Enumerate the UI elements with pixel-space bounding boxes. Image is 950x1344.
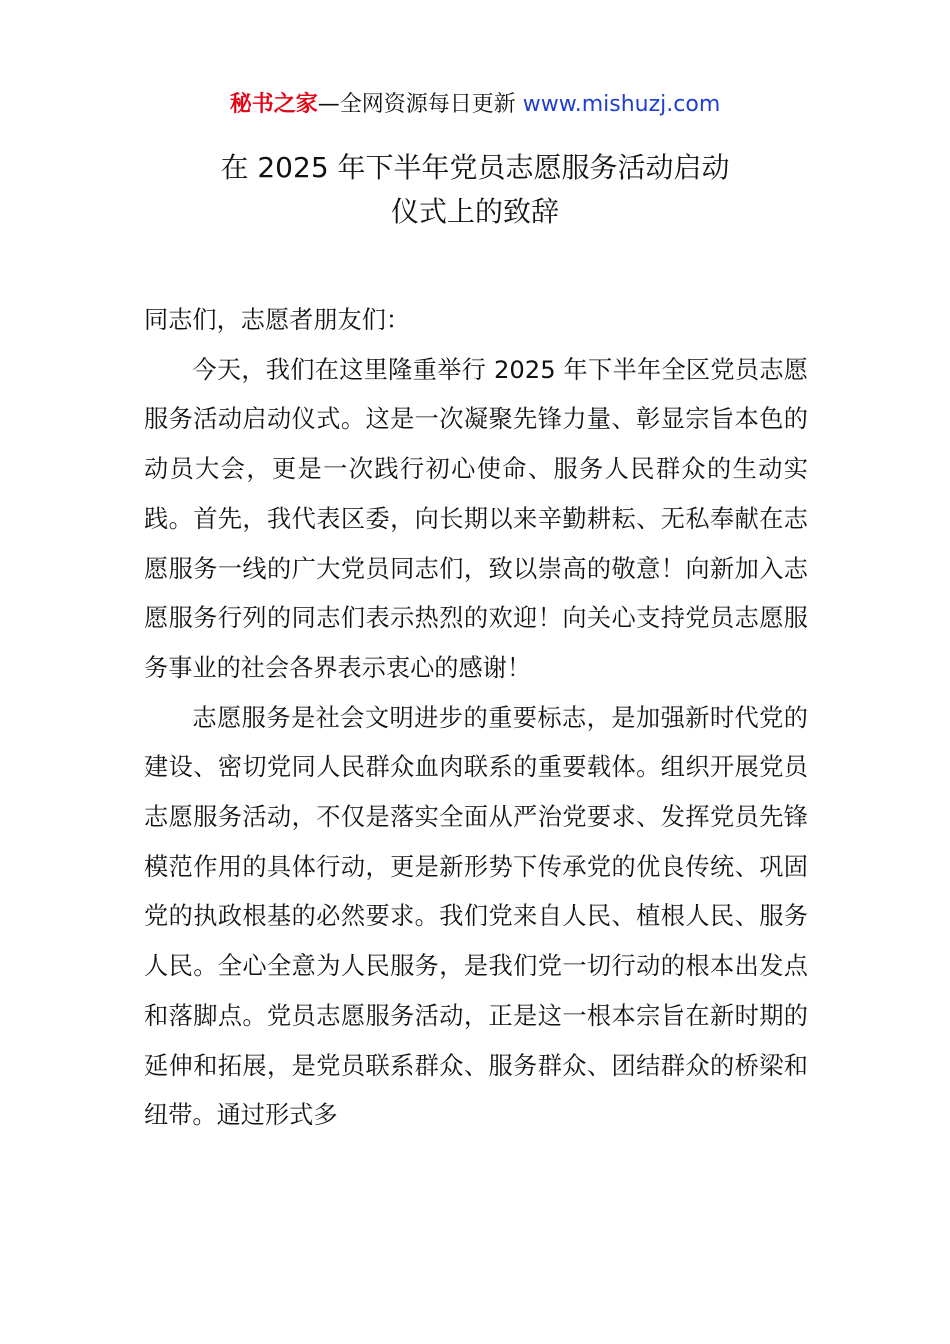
salutation: 同志们，志愿者朋友们：	[144, 306, 411, 334]
title-line-1: 在 2025 年下半年党员志愿服务活动启动	[220, 151, 730, 184]
title-line-2: 仪式上的致辞	[390, 195, 559, 228]
site-header	[0, 88, 950, 122]
header-tagline: —全网资源每日更新	[317, 92, 523, 117]
brand-name: 秘书之家	[229, 92, 318, 117]
document-title	[0, 146, 950, 234]
paragraph-2: 志愿服务是社会文明进步的重要标志，是加强新时代党的建设、密切党同人民群众血肉联系的重要载体。组织开展党员志愿服务活动，不仅是落实全面从严治党要求、发挥党员先锋模范作用的具体行动，更是新形势下传承党的优良传统、巩固党的执政根基的必然要求。我们党来自人民、植根人民、服务人民。全心全意为人民服务，是我们党一切行动的根本出发点和落脚点。党员志愿服务活动，正是这一根本宗旨在新时期的延伸和拓展，是党员联系群众、服务群众、团结群众的桥梁和纽带。通过形式多	[144, 703, 808, 1130]
document-body	[144, 296, 808, 1141]
site-url-link[interactable]: www.mishuzj.com	[522, 92, 721, 117]
paragraph-1: 今天，我们在这里隆重举行 2025 年下半年全区党员志愿服务活动启动仪式。这是一次凝聚先锋力量、彰显宗旨本色的动员大会，更是一次践行初心使命、服务人民群众的生动实践。首先，我代表区委，向长期以来辛勤耕耘、无私奉献在志愿服务一线的广大党员同志们，致以崇高的敬意！向新加入志愿服务行列的同志们表示热烈的欢迎！向关心支持党员志愿服务事业的社会各界表示衷心的感谢！	[144, 355, 808, 682]
